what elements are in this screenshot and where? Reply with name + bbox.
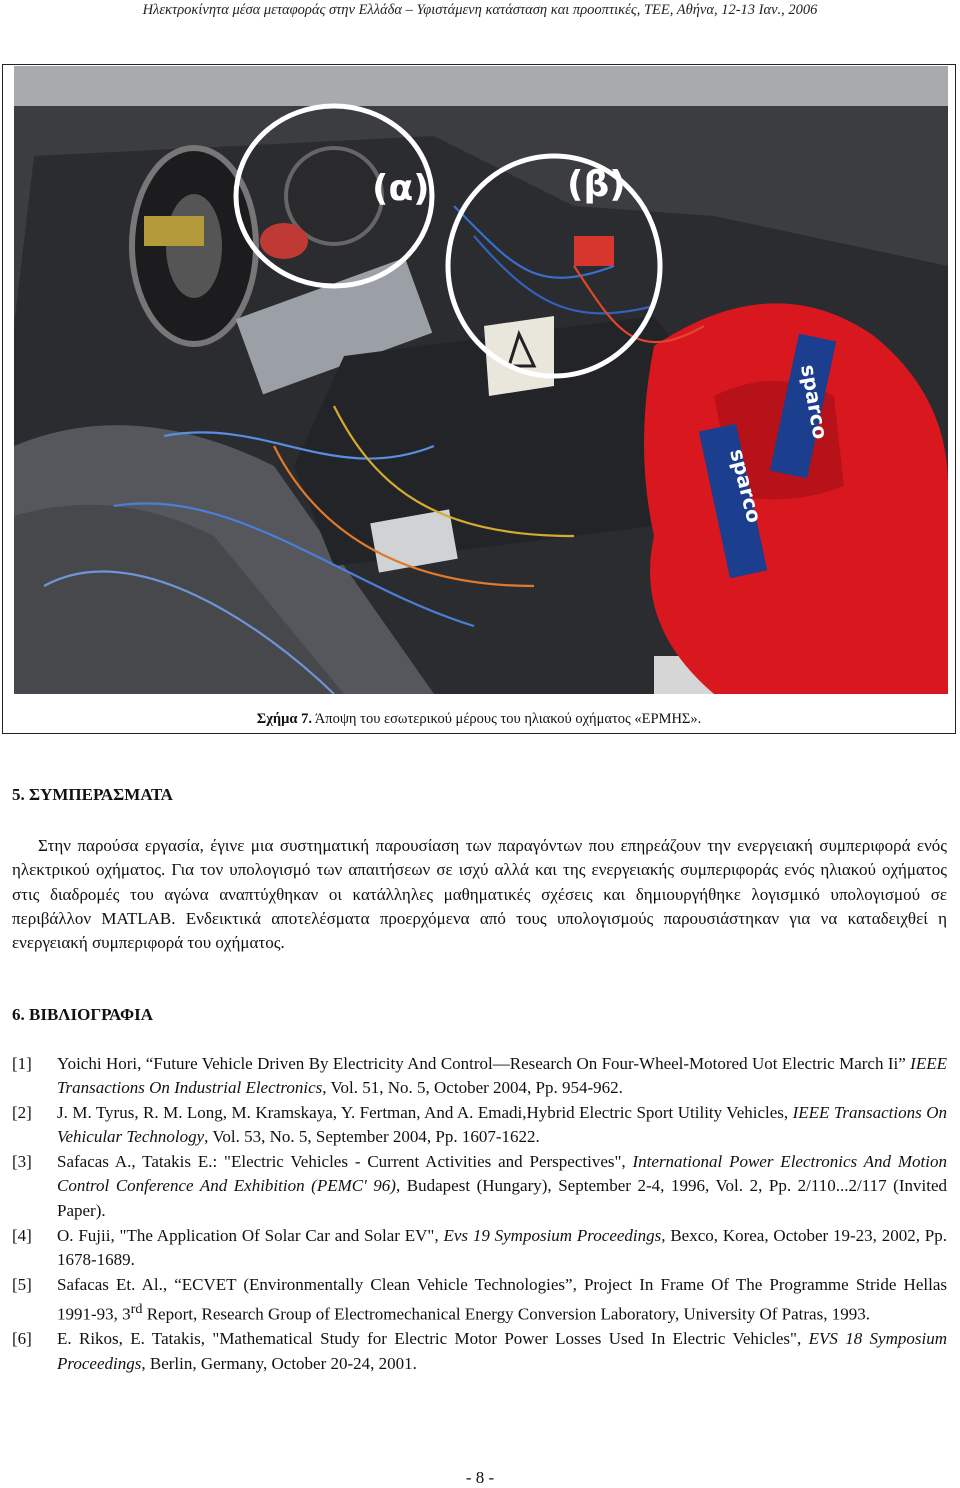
page-number: - 8 - [465,1468,495,1487]
reference-number: [3] [12,1152,32,1172]
reference-item [12,1224,947,1273]
reference-authors: E. Rikos, E. Tatakis, "Mathematical Study for Electric Motor Power Losses Used In Electric Vehicles", [57,1329,809,1349]
reference-venue: EVS 18 Symposium Proceedings [57,1329,947,1373]
reference-item [12,1052,947,1101]
reference-venue: International Power Electronics And Motion Control Conference And Exhibition (PEMC' 96) [57,1152,947,1196]
reference-list [12,1052,947,1377]
reference-authors: Safacas Et. Al., “ECVET (Environmentally Clean Vehicle Technologies”, Project In Frame Of The Programme Stride Hellas 1991-93, 3 [57,1274,947,1324]
reference-details: , Bexco, Korea, October 19-23, 2002, Pp. 1678-1689. [57,1225,948,1269]
section-5-paragraph: Στην παρούσα εργασία, έγινε μια συστηματική παρουσίαση των παραγόντων που επηρεάζουν την ενεργειακή συμπεριφορά ενός ηλεκτρικού οχήματος. Για τον υπολογισμό των απαιτήσεων σε ισχύ αλλά και της ενεργειακής συμπεριφοράς ενός ηλιακού οχήματος στις διαδρομές του αγώνα αναπτύχθηκαν οι κατάλληλες μαθηματικές σχέσεις και δημιουργήθηκε λογισμικό υπολογισμού σε περιβάλλον MATLAB. Ενδεικτικά αποτελέσματα προερχόμενα από τους υπολογισμούς παρουσιάστηκαν για να καταδειχθεί η ενεργειακή συμπεριφορά του οχήματος. [12,836,947,953]
reference-superscript: rd [130,1300,143,1317]
running-header: Ηλεκτροκίνητα μέσα μεταφοράς στην Ελλάδα – Υφιστάμενη κατάσταση και προοπτικές, ΤΕΕ, Αθήνα, 12-13 Ιαν., 2006 [142,2,818,18]
reference-number: [2] [12,1103,32,1123]
suit-brand-text: sparco [796,362,833,441]
reference-venue: IEEE Transactions On Vehicular Technology [57,1103,947,1147]
reference-venue: Evs 19 Symposium Proceedings [443,1225,662,1245]
caption-prefix: Σχήμα 7. [256,711,312,727]
reference-authors: J. M. Tyrus, R. M. Long, M. Kramskaya, Y. Fertman, And A. Emadi,Hybrid Electric Sport Utility Vehicles, [57,1103,793,1123]
solar-car-photo [14,66,948,694]
reference-venue: IEEE Transactions On Industrial Electronics [57,1054,947,1098]
reference-authors: Yoichi Hori, “Future Vehicle Driven By Electricity And Control—Research On Four-Wheel-Motored Uot Electric March Ii” [57,1054,911,1073]
reference-number: [4] [12,1225,32,1245]
suit-brand-text-2: sparco [725,446,767,526]
photo-label-b: (β) [567,164,626,205]
section-5-heading: 5. ΣΥΜΠΕΡΑΣΜΑΤΑ [12,785,173,804]
photo-label-a: (α) [372,168,430,209]
figure-caption [3,711,955,728]
reference-details: , Vol. 53, No. 5, September 2004, Pp. 1607-1622. [204,1127,540,1147]
reference-item [12,1273,947,1327]
reference-item [12,1101,947,1150]
reference-authors: Safacas A., Tatakis E.: "Electric Vehicles - Current Activities and Perspectives", [57,1152,633,1172]
reference-details: , Budapest (Hungary), September 2-4, 1996, Vol. 2, Pp. 2/110...2/117 (Invited Paper). [57,1176,947,1220]
reference-number: [1] [12,1054,32,1073]
section-6-heading: 6. ΒΙΒΛΙΟΓΡΑΦΙΑ [12,1005,154,1024]
caption-text: Άποψη του εσωτερικού μέρους του ηλιακού οχήματος «ΕΡΜΗΣ». [311,711,702,727]
reference-number: [6] [12,1329,32,1349]
reference-details: Report, Research Group of Electromechanical Energy Conversion Laboratory, University Of Patras, 1993. [142,1304,870,1324]
reference-authors: O. Fujii, "The Application Of Solar Car and Solar EV", [57,1225,444,1245]
reference-item [12,1150,947,1223]
reference-details: , Vol. 51, No. 5, October 2004, Pp. 954-962. [322,1078,623,1098]
reference-details: , Berlin, Germany, October 20-24, 2001. [141,1353,417,1373]
figure-frame [2,64,956,734]
reference-item [12,1327,947,1376]
reference-number: [5] [12,1274,32,1294]
